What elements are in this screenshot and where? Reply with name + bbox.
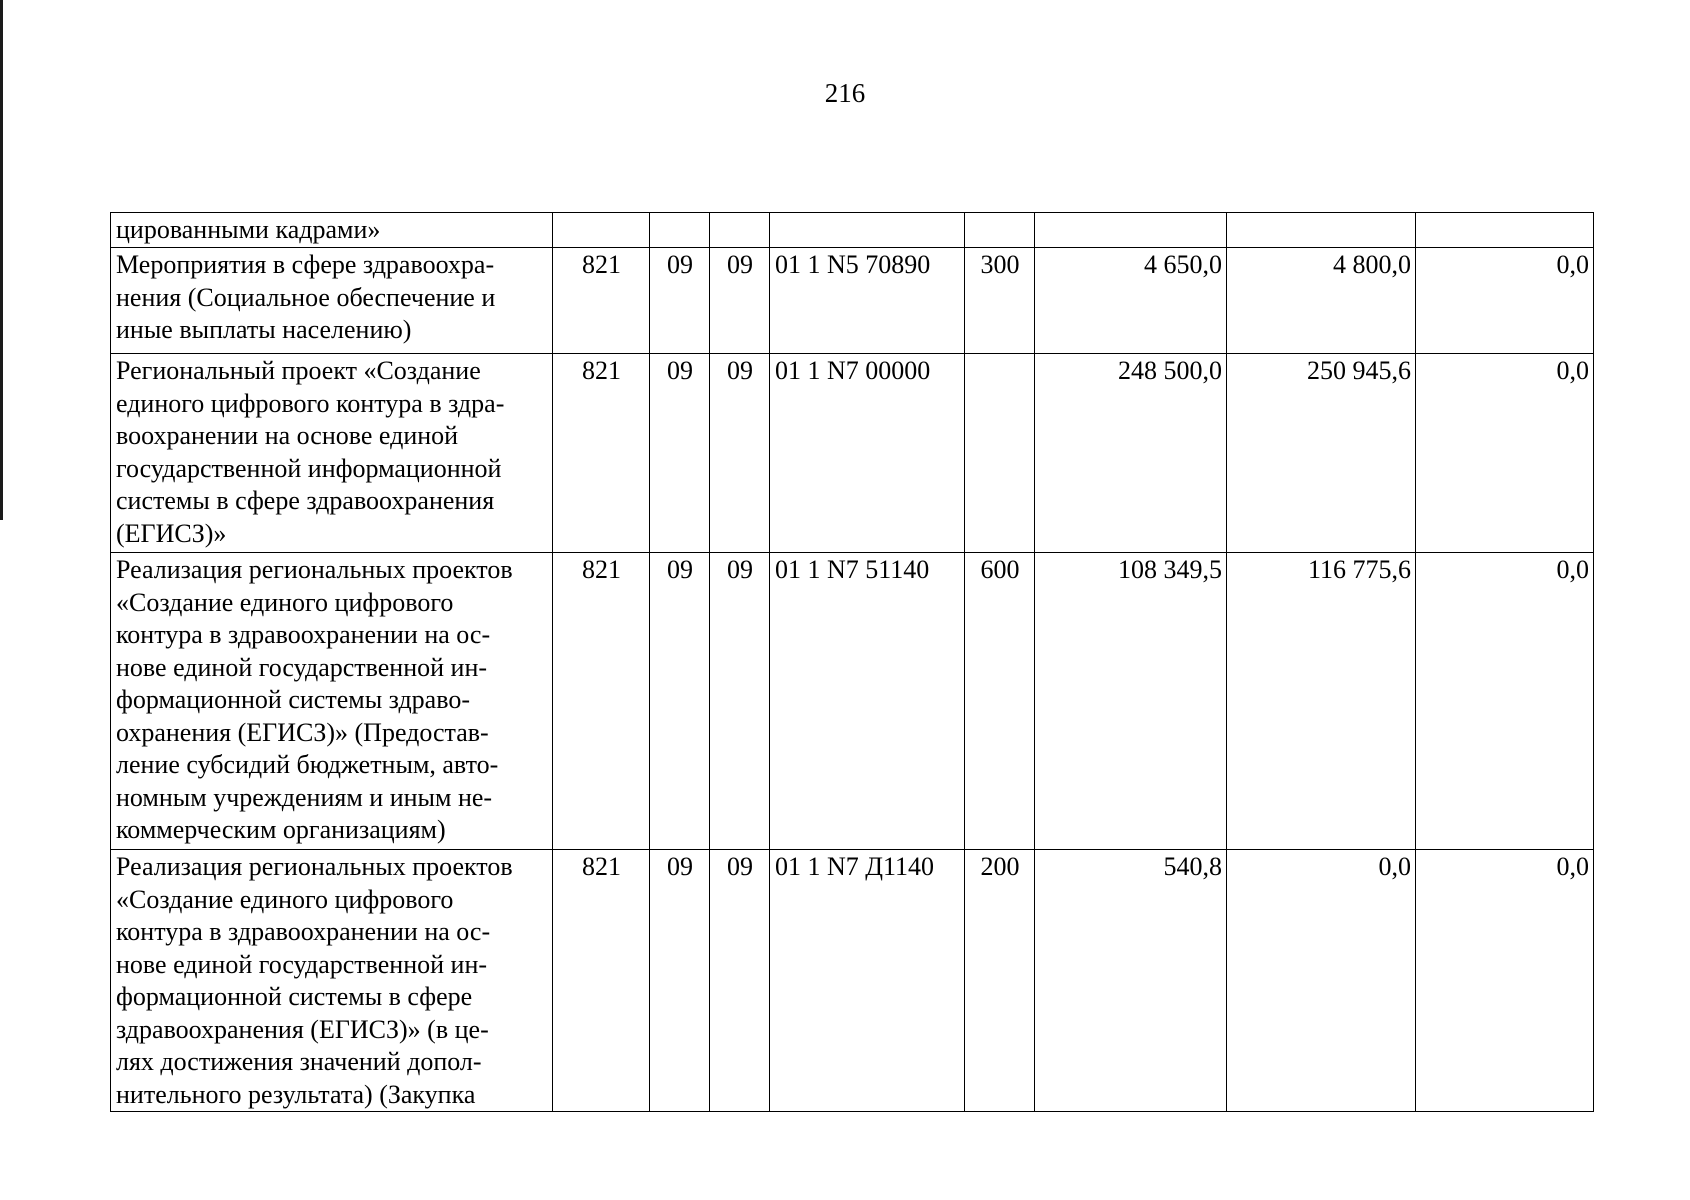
description-line: системы в сфере здравоохранения — [116, 486, 495, 515]
description-line: формационной системы здраво- — [116, 685, 470, 714]
table-row — [111, 213, 1594, 248]
description-line: лях достижения значений допол- — [116, 1047, 482, 1076]
description-cell — [111, 248, 553, 354]
description-line: Мероприятия в сфере здравоохра- — [116, 250, 495, 279]
table-row — [111, 248, 1594, 354]
description-line: нове единой государственной ин- — [116, 949, 488, 979]
table-row — [111, 850, 1594, 1112]
amount-cell-2: 116 775,6 — [1227, 553, 1416, 850]
subsection-code-cell — [710, 213, 770, 248]
amount-cell-3: 0,0 — [1416, 248, 1594, 354]
description-line: «Создание единого цифрового — [116, 587, 454, 617]
target-article-cell: 01 1 N7 00000 — [770, 354, 965, 553]
amount-cell-3 — [1416, 213, 1594, 248]
amount-cell-2: 4 800,0 — [1227, 248, 1416, 354]
subsection-code-cell: 09 — [710, 248, 770, 354]
section-code-cell: 09 — [650, 354, 710, 553]
amount-cell-1: 540,8 — [1035, 850, 1227, 1112]
admin-code-cell: 821 — [553, 248, 650, 354]
admin-code-cell: 821 — [553, 850, 650, 1112]
description-line: единого цифрового контура в здра- — [116, 388, 505, 418]
expense-type-cell: 200 — [965, 850, 1035, 1112]
amount-cell-2: 250 945,6 — [1227, 354, 1416, 553]
subsection-code-cell: 09 — [710, 850, 770, 1112]
admin-code-cell — [553, 213, 650, 248]
section-code-cell: 09 — [650, 553, 710, 850]
description-line: Региональный проект «Создание — [116, 356, 481, 385]
description-line: здравоохранения (ЕГИСЗ)» (в це- — [116, 1014, 489, 1044]
description-line: ление субсидий бюджетным, авто- — [116, 750, 499, 779]
expense-type-cell: 300 — [965, 248, 1035, 354]
description-line: формационной системы в сфере — [116, 982, 473, 1011]
expense-type-cell — [965, 354, 1035, 553]
admin-code-cell: 821 — [553, 354, 650, 553]
description-cell — [111, 553, 553, 850]
description-line: охранения (ЕГИСЗ)» (Предостав- — [116, 717, 489, 747]
description-line: воохранении на основе единой — [116, 421, 459, 450]
description-line: коммерческим организациям) — [116, 815, 446, 844]
target-article-cell: 01 1 N7 Д1140 — [770, 850, 965, 1112]
section-code-cell: 09 — [650, 850, 710, 1112]
expense-type-cell: 600 — [965, 553, 1035, 850]
table-row — [111, 553, 1594, 850]
subsection-code-cell: 09 — [710, 553, 770, 850]
description-line: иные выплаты населению) — [116, 315, 412, 344]
section-code-cell: 09 — [650, 248, 710, 354]
description-cell — [111, 850, 553, 1112]
description-cell — [111, 354, 553, 553]
amount-cell-3: 0,0 — [1416, 553, 1594, 850]
table-row — [111, 354, 1594, 553]
admin-code-cell: 821 — [553, 553, 650, 850]
expense-type-cell — [965, 213, 1035, 248]
amount-cell-1: 248 500,0 — [1035, 354, 1227, 553]
description-line: (ЕГИСЗ)» — [116, 518, 227, 548]
description-line: номным учреждениям и иным не- — [116, 782, 493, 812]
target-article-cell: 01 1 N5 70890 — [770, 248, 965, 354]
budget-table — [110, 212, 1594, 1112]
amount-cell-1: 4 650,0 — [1035, 248, 1227, 354]
description-line: «Создание единого цифрового — [116, 884, 454, 914]
description-line: цированными кадрами» — [116, 215, 381, 244]
amount-cell-1: 108 349,5 — [1035, 553, 1227, 850]
description-line: нительного результата) (Закупка — [116, 1079, 476, 1109]
subsection-code-cell: 09 — [710, 354, 770, 553]
description-line: нове единой государственной ин- — [116, 652, 488, 682]
amount-cell-2: 0,0 — [1227, 850, 1416, 1112]
description-line: нения (Социальное обеспечение и — [116, 282, 496, 312]
description-line: Реализация региональных проектов — [116, 555, 513, 584]
description-line: контура в здравоохранении на ос- — [116, 620, 491, 649]
description-line: контура в здравоохранении на ос- — [116, 917, 491, 946]
target-article-cell — [770, 213, 965, 248]
amount-cell-3: 0,0 — [1416, 354, 1594, 553]
target-article-cell: 01 1 N7 51140 — [770, 553, 965, 850]
page-number: 216 — [824, 78, 866, 108]
amount-cell-3: 0,0 — [1416, 850, 1594, 1112]
section-code-cell — [650, 213, 710, 248]
description-line: государственной информационной — [116, 453, 502, 483]
description-line: Реализация региональных проектов — [116, 852, 513, 881]
description-cell — [111, 213, 553, 248]
amount-cell-2 — [1227, 213, 1416, 248]
amount-cell-1 — [1035, 213, 1227, 248]
